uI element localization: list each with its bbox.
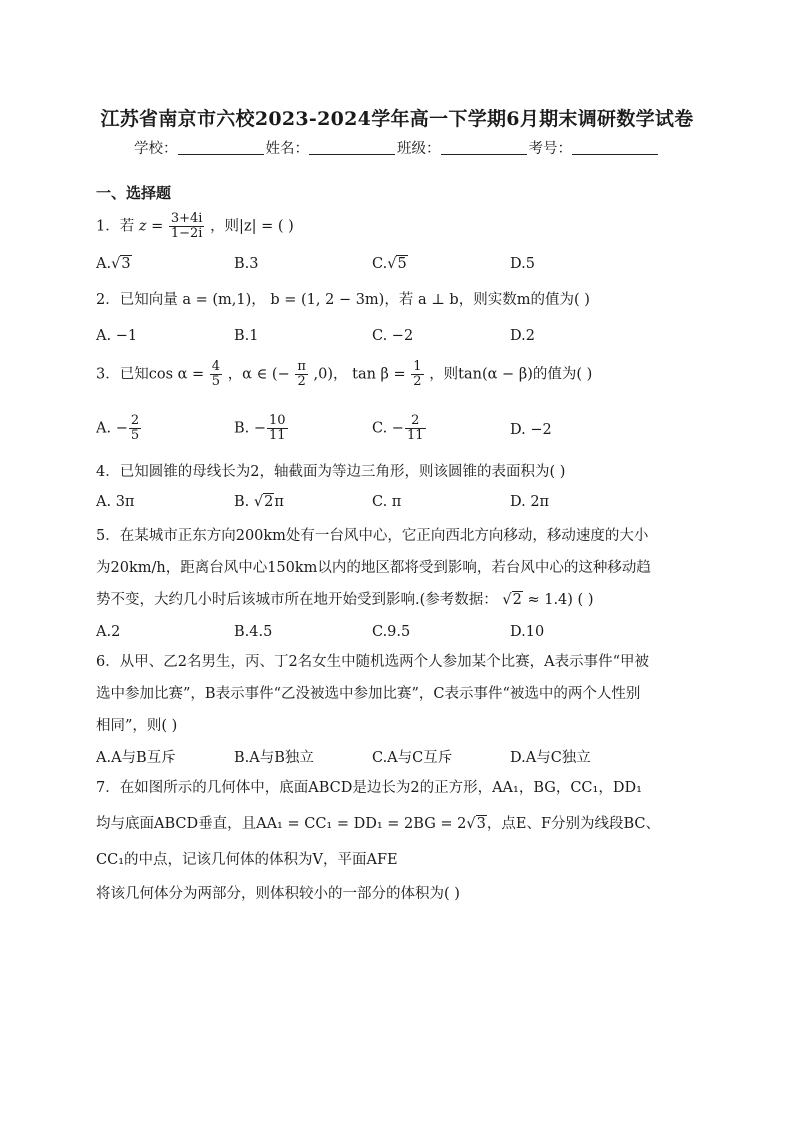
- q1-denominator: 1−2i: [170, 226, 203, 241]
- q2-option-c: C. −2: [372, 328, 414, 344]
- q7-line2-text: 均与底面ABCD垂直，且AA₁ = CC₁ = DD₁ = 2BG = 2: [96, 816, 467, 832]
- q5-sqrt-value: 2: [512, 592, 522, 608]
- school-blank: [178, 140, 264, 155]
- q3-pi-fraction: [295, 360, 308, 389]
- q4-option-b-value: 2: [264, 494, 274, 510]
- q3-option-a-fraction: [129, 414, 141, 443]
- q3-prefix: 3．已知cos α =: [96, 366, 205, 383]
- question-6-line-1: 6．从甲、乙2名男生，丙、丁2名女生中随机选两个人参加某个比赛，A表示事件“甲被: [96, 654, 650, 670]
- question-1: [96, 212, 294, 241]
- q5-line3-text: 势不变，大约几小时后该城市所在地开始受到影响.(参考数据：: [96, 592, 498, 608]
- class-blank: [441, 140, 527, 155]
- name-blank: [309, 140, 395, 155]
- question-5-line-2: 为20km/h，距离台风中心150km以内的地区都将受到影响，若台风中心的这种移动趋: [96, 560, 651, 576]
- q6-option-c: C.A与C互斥: [372, 750, 453, 766]
- q1-option-a-label: A.: [96, 256, 112, 272]
- q3-cos-numerator: 4: [211, 359, 221, 374]
- q3-option-c-fraction: [405, 414, 426, 443]
- q3-tan-denominator: 2: [413, 374, 422, 389]
- q5-line3-suffix: ≈ 1.4) ( ): [527, 592, 594, 608]
- q1-option-a: A.√3: [96, 256, 131, 272]
- q1-z: z =: [138, 218, 164, 235]
- q3-tan-fraction: [411, 360, 423, 389]
- q2-options: [96, 328, 716, 356]
- question-5-line-1: 5．在某城市正东方向200km处有一台风中心，它正向西北方向移动，移动速度的大小: [96, 528, 649, 544]
- exam-title: 江苏省南京市六校2023-2024学年高一下学期6月期末调研数学试卷: [100, 108, 694, 130]
- q3-option-b: [234, 414, 289, 443]
- q3-option-a-denominator: 5: [130, 428, 140, 443]
- q1-options: [96, 256, 716, 284]
- q3-option-b-label: B. −: [234, 420, 267, 437]
- q3-option-a: [96, 414, 142, 443]
- q3-option-b-denominator: 11: [269, 428, 286, 443]
- q5-option-a: A.2: [96, 624, 121, 640]
- q1-option-c-value: 5: [397, 256, 407, 272]
- question-7-line-4: 将该几何体分为两部分，则体积较小的一部分的体积为( ): [96, 886, 460, 902]
- q5-option-c: C.9.5: [372, 624, 411, 640]
- q4-option-c: C. π: [372, 494, 402, 510]
- q3-option-a-numerator: 2: [130, 413, 140, 428]
- q2-option-a: A. −1: [96, 328, 138, 344]
- question-7-line-1: 7．在如图所示的几何体中，底面ABCD是边长为2的正方形，AA₁，BG，CC₁，DD₁: [96, 780, 642, 796]
- q3-cos-fraction: [210, 360, 222, 389]
- q3-option-c: [372, 414, 427, 443]
- question-3: [96, 360, 592, 389]
- q6-option-b: B.A与B独立: [234, 750, 314, 766]
- class-label: 班级：: [397, 141, 441, 157]
- q1-option-b: B.3: [234, 256, 259, 272]
- q2-option-d: D.2: [510, 328, 535, 344]
- q4-options: [96, 494, 716, 522]
- question-7-line-2: 均与底面ABCD垂直，且AA₁ = CC₁ = DD₁ = 2BG = 2√3，点E、F分别为线段BC、: [96, 816, 661, 832]
- q1-option-c-label: C.: [372, 256, 388, 272]
- q6-option-a: A.A与B互斥: [96, 750, 176, 766]
- q3-suffix: ，则tan(α − β)的值为( ): [429, 366, 593, 383]
- q5-option-d: D.10: [510, 624, 545, 640]
- q3-pi-denominator: 2: [297, 374, 306, 389]
- q4-option-d: D. 2π: [510, 494, 550, 510]
- name-label: 姓名：: [265, 141, 309, 157]
- question-6-line-3: 相同”，则( ): [96, 718, 178, 734]
- q4-option-b-label: B.: [234, 494, 250, 510]
- q7-line2-suffix: ，点E、F分别为线段BC、: [486, 816, 661, 832]
- q1-option-d: D.5: [510, 256, 535, 272]
- q5-options: [96, 624, 716, 652]
- q3-option-c-denominator: 11: [406, 428, 424, 443]
- question-4: 4．已知圆锥的母线长为2，轴截面为等边三角形，则该圆锥的表面积为( ): [96, 464, 566, 480]
- exam-number-label: 考号：: [528, 141, 572, 157]
- q3-options: [96, 414, 716, 454]
- q4-option-b: B. √2π: [234, 494, 284, 510]
- q3-option-c-numerator: 2: [405, 414, 426, 429]
- q1-suffix: ，则|z| = ( ): [210, 218, 294, 235]
- question-2: 2．已知向量 a = (m,1)， b = (1, 2 − 3m)，若 a ⊥ b，则实数m的值为( ): [96, 292, 590, 308]
- q1-option-a-value: 3: [121, 256, 131, 272]
- question-5-line-3: 势不变，大约几小时后该城市所在地开始受到影响.(参考数据： √2 ≈ 1.4) ( ): [96, 592, 594, 608]
- q3-mid2: ,0)， tan β =: [313, 366, 406, 383]
- q1-fraction: [169, 212, 205, 241]
- q7-sqrt-value: 3: [476, 816, 486, 832]
- q3-pi-numerator: π: [297, 359, 306, 374]
- student-info-line: [0, 137, 794, 158]
- q4-option-b-pi: π: [274, 494, 284, 510]
- q6-options: [96, 746, 716, 774]
- section-heading: 一、选择题: [96, 184, 172, 202]
- question-7-line-3: CC₁的中点，记该几何体的体积为V，平面AFE: [96, 852, 398, 868]
- q3-mid1: ，α ∈ (−: [227, 366, 290, 383]
- q5-option-b: B.4.5: [234, 624, 273, 640]
- q2-option-b: B.1: [234, 328, 259, 344]
- q1-option-c: C.√5: [372, 256, 407, 272]
- exam-number-blank: [572, 140, 658, 155]
- q4-option-a: A. 3π: [96, 494, 135, 510]
- q3-cos-denominator: 5: [211, 374, 221, 389]
- q1-prefix: 1．若: [96, 218, 135, 235]
- school-label: 学校：: [134, 141, 178, 157]
- q3-option-a-label: A. −: [96, 420, 128, 437]
- q1-numerator: 3+4i: [170, 211, 203, 226]
- q3-option-d: D. −2: [510, 422, 552, 438]
- question-6-line-2: 选中参加比赛”，B表示事件“乙没被选中参加比赛”，C表示事件“被选中的两个人性别: [96, 686, 641, 702]
- q3-option-b-fraction: [267, 414, 288, 443]
- q3-tan-numerator: 1: [413, 359, 422, 374]
- q6-option-d: D.A与C独立: [510, 750, 591, 766]
- q3-option-b-numerator: 10: [269, 413, 286, 428]
- q3-option-c-label: C. −: [372, 420, 404, 437]
